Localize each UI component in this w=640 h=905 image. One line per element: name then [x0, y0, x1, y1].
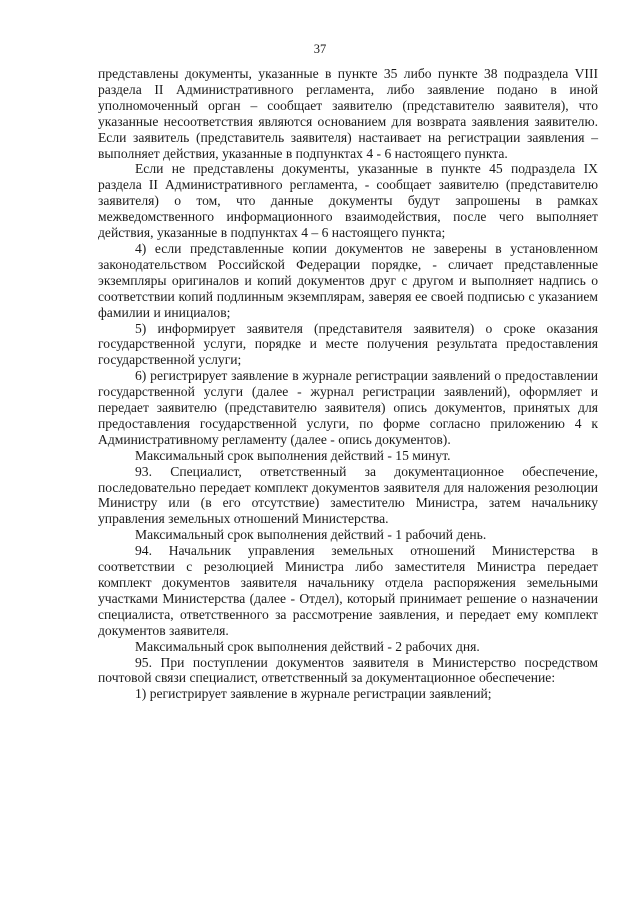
paragraph-missing-documents: Если не представлены документы, указанные в пункте 45 подраздела IX раздела II Административного регламента, - сообщает заявителю (представителю заявителя) о том, что данные документы будут запрошены в рамках межведомственного информационного взаимодействия, после чего выполняет действия, указанные в подпунктах 4 – 6 настоящего пункта;: [98, 161, 598, 241]
paragraph-94: 94. Начальник управления земельных отношений Министерства в соответствии с резолюцией Министра либо заместителя Министра передает комплект документов заявителя начальнику отдела распоряжения земельными участками Министерства (далее - Отдел), который принимает решение о назначении специалиста, ответственного за рассмотрение заявления, и передает ему комплект документов заявителя.: [98, 543, 598, 638]
page-number: 37: [313, 42, 327, 56]
document-body: [98, 66, 598, 702]
paragraph-95-item-1: 1) регистрирует заявление в журнале регистрации заявлений;: [135, 686, 492, 702]
paragraph-deadline-2-days: Максимальный срок выполнения действий - 2 рабочих дня.: [135, 638, 480, 654]
paragraph-item-5: 5) информирует заявителя (представителя заявителя) о сроке оказания государственной услуги, порядке и месте получения результата предоставления государственной услуги;: [98, 320, 598, 368]
paragraph-deadline-1-day: Максимальный срок выполнения действий - 1 рабочий день.: [135, 527, 487, 543]
paragraph-item-6: 6) регистрирует заявление в журнале регистрации заявлений о предоставлении государственной услуги (далее - журнал регистрации заявлений), оформляет и передает заявителю (представителю заявителя) опись документов, принятых для предоставления государственной услуги, по форме согласно приложению 4 к Административному регламенту (далее - опись документов).: [98, 368, 598, 447]
paragraph-95: 95. При поступлении документов заявителя в Министерство посредством почтовой связи специалист, ответственный за документационное обеспечение:: [98, 654, 598, 686]
paragraph-93: 93. Специалист, ответственный за документационное обеспечение, последовательно передает комплект документов заявителя для наложения резолюции Министру или (в его отсутствие) заместителю Министра, затем начальнику управления земельных отношений Министерства.: [98, 463, 598, 527]
paragraph-item-4: 4) если представленные копии документов не заверены в установленном законодательством Российской Федерации порядке, - сличает представленные экземпляры оригиналов и копий документов друг с другом и выполняет надпись о соответствии копий подлинным экземплярам, заверяя ее своей подписью с указанием фамилии и инициалов;: [98, 240, 598, 320]
paragraph-deadline-15-min: Максимальный срок выполнения действий - 15 минут.: [135, 447, 451, 463]
paragraph-continuation: представлены документы, указанные в пункте 35 либо пункте 38 подраздела VIII раздела II Административного регламента, либо заявление подано в иной уполномоченный орган – сообщает заявителю (представителю заявителя), что указанные несоответствия являются основанием для возврата заявления заявителю. Если заявитель (представитель заявителя) настаивает на регистрации заявления – выполняет действия, указанные в подпунктах 4 - 6 настоящего пункта.: [98, 66, 598, 161]
